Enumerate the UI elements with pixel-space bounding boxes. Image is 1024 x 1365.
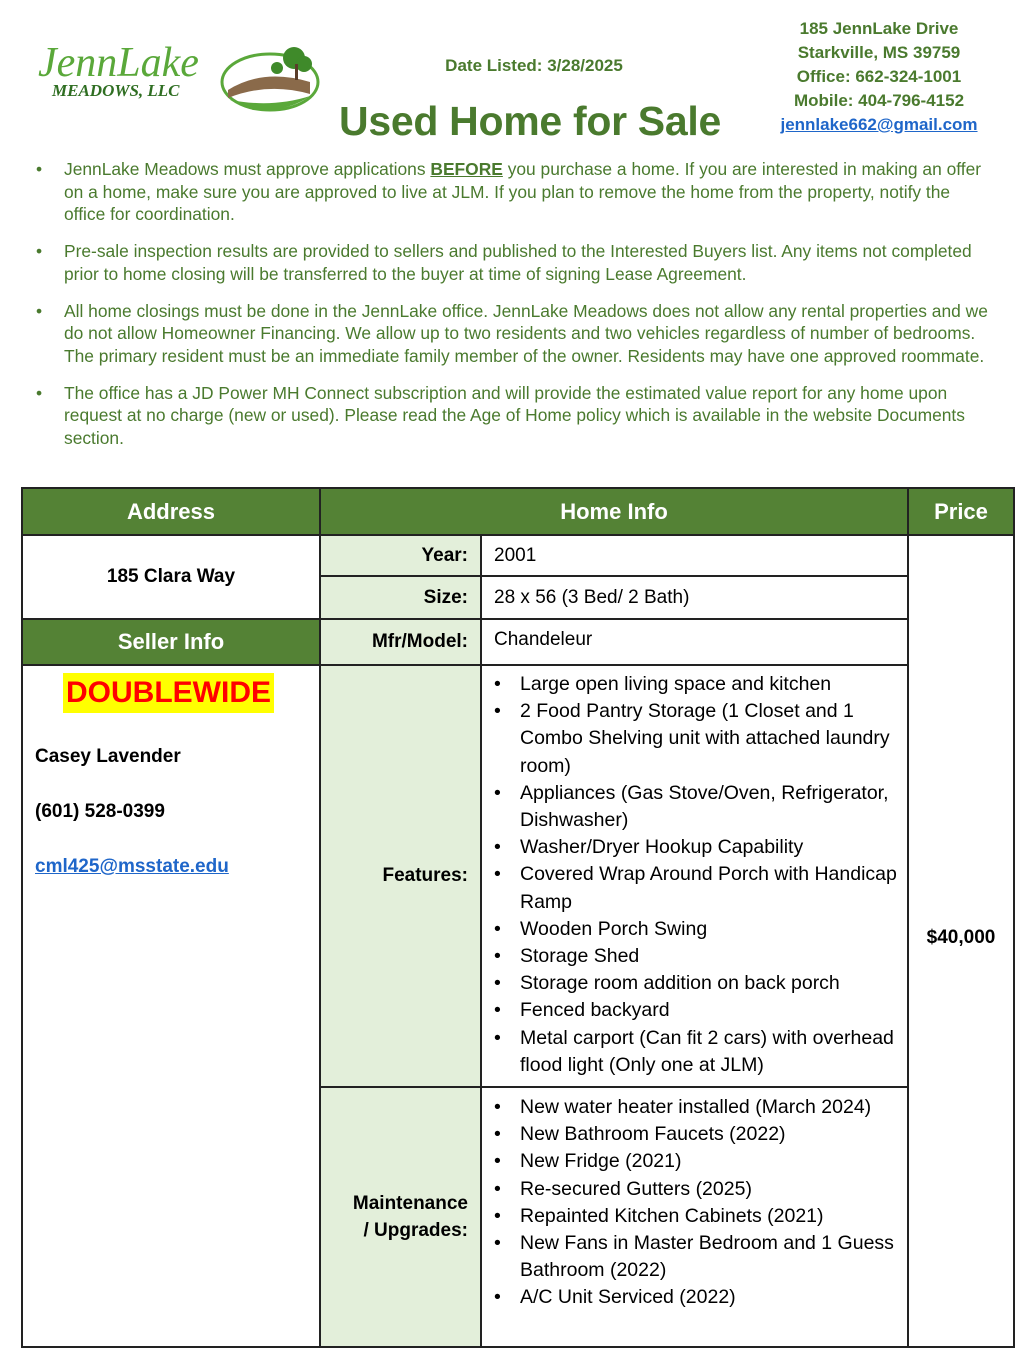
year-value: 2001	[482, 536, 909, 577]
listing-table	[21, 487, 1015, 1348]
mfr-model-label: Mfr/Model:	[321, 620, 482, 666]
office-contact	[760, 17, 998, 137]
upgrade-item: • A/C Unit Serviced (2022)	[482, 1284, 907, 1311]
home-info-header: Home Info	[321, 489, 909, 536]
features-label: Features:	[321, 666, 482, 1088]
jennlake-logo	[38, 38, 323, 114]
upgrade-item: • Re-secured Gutters (2025)	[482, 1176, 907, 1203]
notice-before-emphasis: BEFORE	[430, 159, 503, 179]
price-value: $40,000	[909, 536, 1015, 1348]
policy-notices	[30, 158, 992, 464]
year-label: Year:	[321, 536, 482, 577]
seller-info-header: Seller Info	[23, 620, 321, 666]
property-address: 185 Clara Way	[23, 536, 321, 620]
maintenance-label: Maintenance / Upgrades:	[321, 1088, 482, 1348]
price-header: Price	[909, 489, 1015, 536]
feature-item: • Large open living space and kitchen	[482, 671, 907, 698]
home-type-highlight: DOUBLEWIDE	[63, 673, 274, 713]
mfr-model-value: Chandeleur	[482, 620, 909, 666]
notice-jd-power: • The office has a JD Power MH Connect subscription and will provide the estimated value report for any home upon request at no charge (new or used). Please read the Age of Home policy which is available in the website Documents section.	[30, 382, 992, 450]
upgrade-item: • New Bathroom Faucets (2022)	[482, 1121, 907, 1148]
features-list	[482, 671, 907, 1079]
feature-item: • 2 Food Pantry Storage (1 Closet and 1 Combo Shelving unit with attached laundry room)	[482, 698, 907, 780]
logo-subtitle: MEADOWS, LLC	[52, 81, 180, 100]
office-address-line1: 185 JennLake Drive	[799, 19, 959, 38]
feature-item: • Wooden Porch Swing	[482, 916, 907, 943]
upgrades-list	[482, 1094, 907, 1312]
seller-name: Casey Lavender	[35, 746, 181, 767]
logo-name: JennLake	[38, 40, 199, 86]
feature-item: • Covered Wrap Around Porch with Handicap Ramp	[482, 861, 907, 915]
date-listed: Date Listed: 3/28/2025	[445, 56, 623, 75]
upgrade-item: • New Fridge (2021)	[482, 1148, 907, 1175]
features-cell	[482, 666, 909, 1088]
office-phone: Office: 662-324-1001	[796, 67, 962, 86]
upgrade-item: • Repainted Kitchen Cabinets (2021)	[482, 1203, 907, 1230]
feature-item: • Appliances (Gas Stove/Oven, Refrigerator, Dishwasher)	[482, 780, 907, 834]
feature-item: • Metal carport (Can fit 2 cars) with overhead flood light (Only one at JLM)	[482, 1025, 907, 1079]
seller-info-cell	[23, 666, 321, 1348]
upgrade-item: • New Fans in Master Bedroom and 1 Guess Bathroom (2022)	[482, 1230, 907, 1284]
office-address-line2: Starkville, MS 39759	[797, 43, 961, 62]
seller-email-link[interactable]: cml425@msstate.edu	[35, 856, 229, 877]
mobile-phone: Mobile: 404-796-4152	[793, 91, 965, 110]
feature-item: • Storage Shed	[482, 943, 907, 970]
notice-inspection: • Pre-sale inspection results are provided to sellers and published to the Interested Buyers list. Any items not completed prior to home closing will be transferred to the buyer at time of signing Lease Agreement.	[30, 240, 992, 285]
size-label: Size:	[321, 577, 482, 620]
upgrades-cell	[482, 1088, 909, 1348]
feature-item: • Fenced backyard	[482, 997, 907, 1024]
size-value: 28 x 56 (3 Bed/ 2 Bath)	[482, 577, 909, 620]
upgrade-item: • New water heater installed (March 2024)	[482, 1094, 907, 1121]
feature-item: • Storage room addition on back porch	[482, 970, 907, 997]
page-title: Used Home for Sale	[339, 98, 721, 144]
notice-approval: • JennLake Meadows must approve applications BEFORE you purchase a home. If you are interested in making an offer on a home, make sure you are approved to live at JLM. If you plan to remove the home from the property, notify the office for coordination.	[30, 158, 992, 226]
seller-phone: (601) 528-0399	[35, 801, 165, 822]
office-email-link[interactable]: jennlake662@gmail.com	[780, 115, 978, 134]
address-header: Address	[23, 489, 321, 536]
notice-closings: • All home closings must be done in the JennLake office. JennLake Meadows does not allow any rental properties and we do not allow Homeowner Financing. We allow up to two residents and two vehicles regardless of number of bedrooms. The primary resident must be an immediate family member of the owner. Residents may have one approved roommate.	[30, 300, 992, 368]
feature-item: • Washer/Dryer Hookup Capability	[482, 834, 907, 861]
